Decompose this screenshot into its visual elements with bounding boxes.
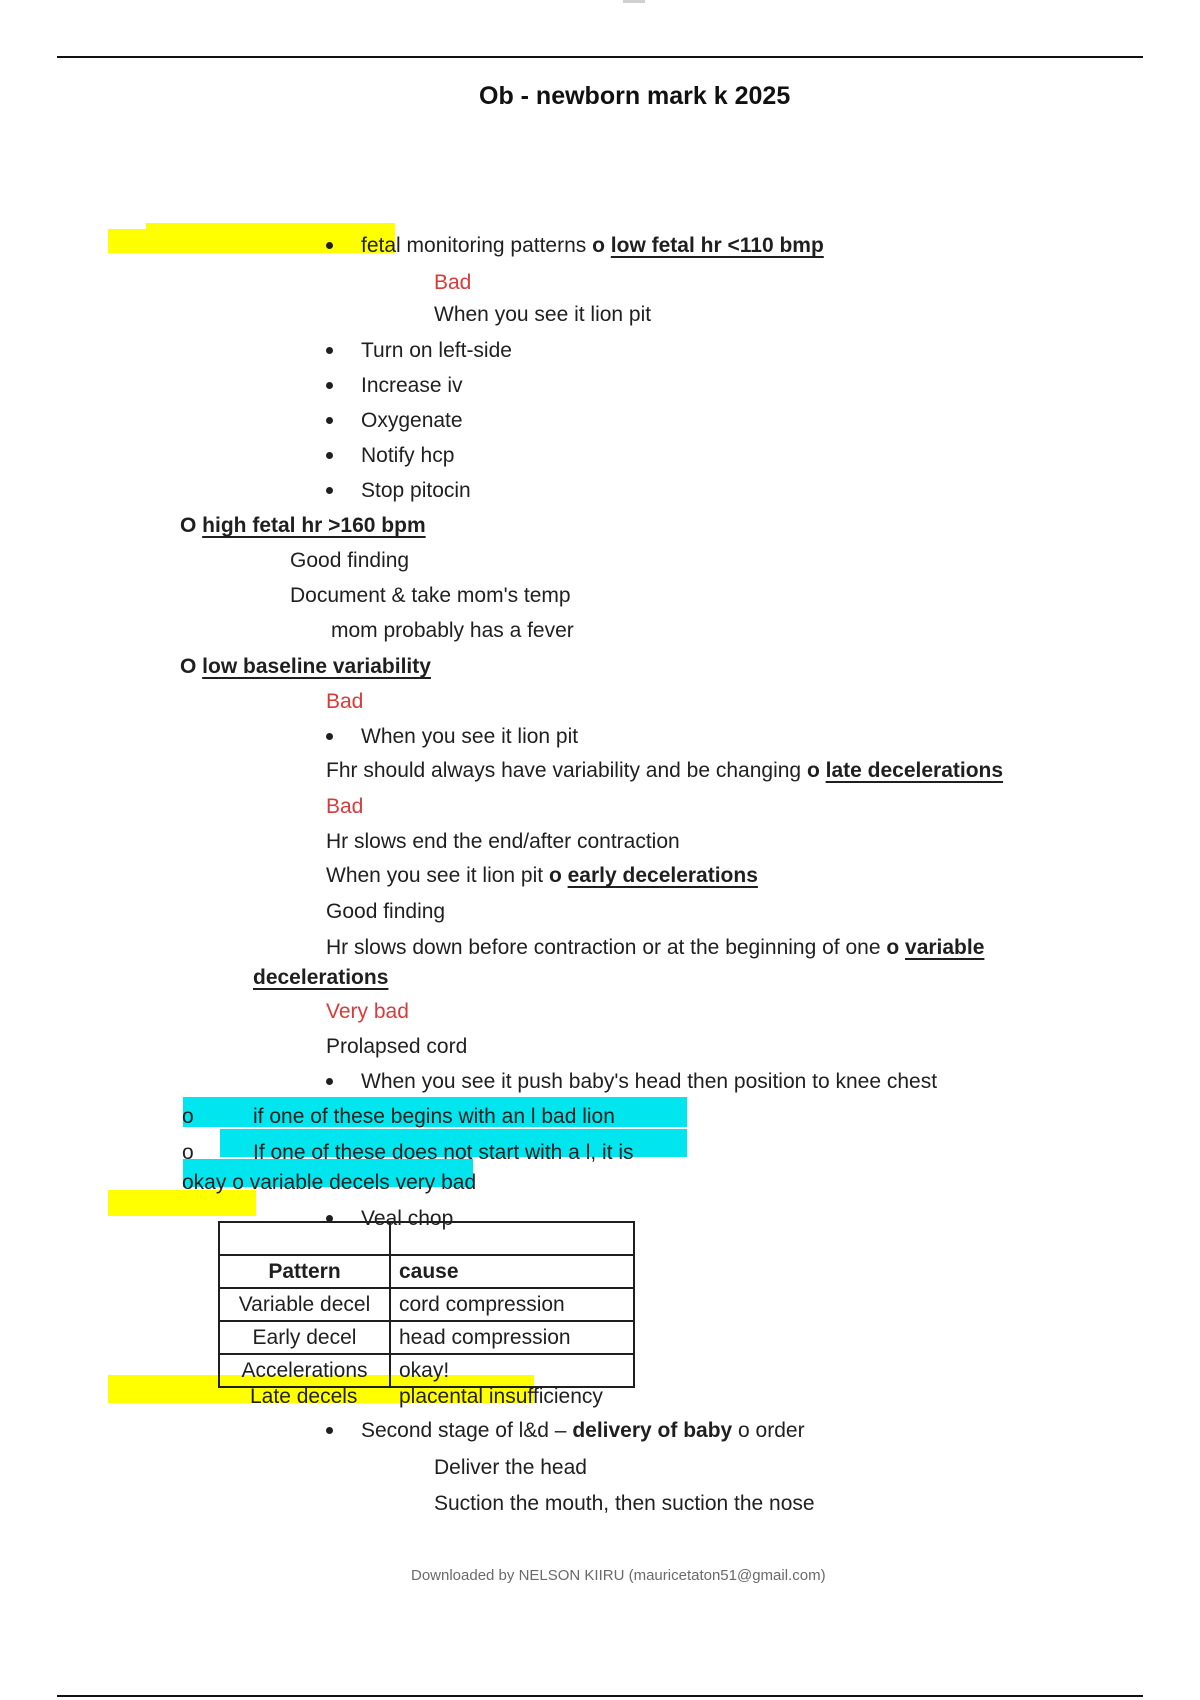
second-stage-bold: delivery of baby <box>572 1419 733 1442</box>
low-hr-intro: fetal monitoring patterns <box>361 234 593 257</box>
variable-decels-heading-2: decelerations <box>253 966 389 989</box>
early-decels-rating: Good finding <box>326 900 446 923</box>
table-header-row <box>219 1255 634 1288</box>
action-item: Increase iv <box>361 374 463 397</box>
late-decels-rating: Bad <box>326 795 364 818</box>
table-row <box>219 1354 634 1387</box>
bullet-icon <box>326 417 333 424</box>
top-rule <box>57 56 1143 58</box>
mnemonic-line-1: if one of these begins with an l bad lion <box>253 1105 615 1128</box>
second-stage-step: Deliver the head <box>434 1456 587 1479</box>
high-hr-action: Document & take mom's temp <box>290 584 571 607</box>
mnemonic-marker-1: o <box>182 1105 194 1128</box>
variable-decels-when: When you see it push baby's head then position to knee chest <box>361 1070 938 1093</box>
low-variability-heading-line <box>180 656 431 677</box>
table-header-cause: cause <box>390 1255 634 1288</box>
action-item: Notify hcp <box>361 444 455 467</box>
bullet-icon <box>326 1427 333 1434</box>
mnemonic-line-2: If one of these does not start with a l, it is <box>253 1141 634 1164</box>
low-variability-when: When you see it lion pit <box>361 725 579 748</box>
low-hr-marker: o <box>592 234 611 257</box>
mnemonic-line-3: okay o variable decels very bad <box>182 1171 477 1194</box>
page-top-mark <box>623 0 645 3</box>
table-extra-pattern: Late decels <box>250 1385 358 1408</box>
second-stage-step: Suction the mouth, then suction the nose <box>434 1492 815 1515</box>
early-decels-marker: o <box>548 864 568 887</box>
bottom-rule <box>57 1695 1143 1697</box>
low-variability-note: Fhr should always have variability and be changing <box>326 759 807 782</box>
mnemonic-marker-2: o <box>182 1141 194 1164</box>
low-hr-heading-line <box>361 235 824 256</box>
low-variability-heading: low baseline variability <box>202 655 431 678</box>
second-stage-tail: o order <box>732 1419 805 1442</box>
variable-decels-heading-1: variable <box>905 936 985 959</box>
bullet-icon <box>326 487 333 494</box>
table-header-pattern: Pattern <box>219 1255 390 1288</box>
second-stage-line <box>361 1420 805 1441</box>
table-row <box>219 1288 634 1321</box>
document-title: Ob - newborn mark k 2025 <box>479 82 791 110</box>
high-hr-marker: O <box>180 514 203 537</box>
table-cell-pattern: Variable decel <box>219 1288 390 1321</box>
download-footer: Downloaded by NELSON KIIRU (mauricetaton51@gmail.com) <box>411 1567 826 1584</box>
action-item: Stop pitocin <box>361 479 471 502</box>
bullet-icon <box>326 242 333 249</box>
table-cell-cause: okay! <box>390 1354 634 1387</box>
table-cell-pattern: Early decel <box>219 1321 390 1354</box>
decel-pattern-table <box>218 1221 635 1388</box>
bullet-icon <box>326 347 333 354</box>
table-row <box>219 1321 634 1354</box>
table-cell-cause: head compression <box>390 1321 634 1354</box>
action-item: Oxygenate <box>361 409 463 432</box>
table-cell-cause: cord compression <box>390 1288 634 1321</box>
table-row <box>219 1222 634 1255</box>
early-decels-desc: Hr slows down before contraction or at the beginning of one <box>326 936 887 959</box>
second-stage-text: Second stage of l&d – <box>361 1419 573 1442</box>
late-decels-marker: o <box>806 759 826 782</box>
late-decels-desc: Hr slows end the end/after contraction <box>326 830 680 853</box>
bullet-icon <box>326 1078 333 1085</box>
variable-decels-desc: Prolapsed cord <box>326 1035 468 1058</box>
action-item: Turn on left-side <box>361 339 512 362</box>
low-variability-rating: Bad <box>326 690 364 713</box>
low-hr-heading: low fetal hr <110 bmp <box>610 234 824 257</box>
highlight-yellow-1b <box>146 223 395 233</box>
variable-decels-marker: o <box>886 936 906 959</box>
low-hr-rating: Bad <box>434 271 472 294</box>
low-hr-when: When you see it lion pit <box>434 303 652 326</box>
high-hr-rating: Good finding <box>290 549 410 572</box>
early-decels-desc-line <box>326 937 984 958</box>
late-decels-when-line <box>326 865 758 886</box>
low-variability-marker: O <box>180 655 203 678</box>
table-extra-cause: placental insufficiency <box>399 1385 603 1408</box>
high-hr-note: mom probably has a fever <box>331 619 574 642</box>
variable-decels-rating: Very bad <box>326 1000 409 1023</box>
early-decels-heading: early decelerations <box>567 864 758 887</box>
high-hr-heading-line <box>180 515 426 536</box>
table-cell-pattern: Accelerations <box>219 1354 390 1387</box>
high-hr-heading: high fetal hr >160 bpm <box>202 514 426 537</box>
late-decels-when: When you see it lion pit <box>326 864 549 887</box>
bullet-icon <box>326 733 333 740</box>
low-variability-note-line <box>326 760 1003 781</box>
late-decels-heading: late decelerations <box>825 759 1004 782</box>
bullet-icon <box>326 382 333 389</box>
bullet-icon <box>326 452 333 459</box>
veal-chop-label: Veal chop <box>361 1207 454 1230</box>
